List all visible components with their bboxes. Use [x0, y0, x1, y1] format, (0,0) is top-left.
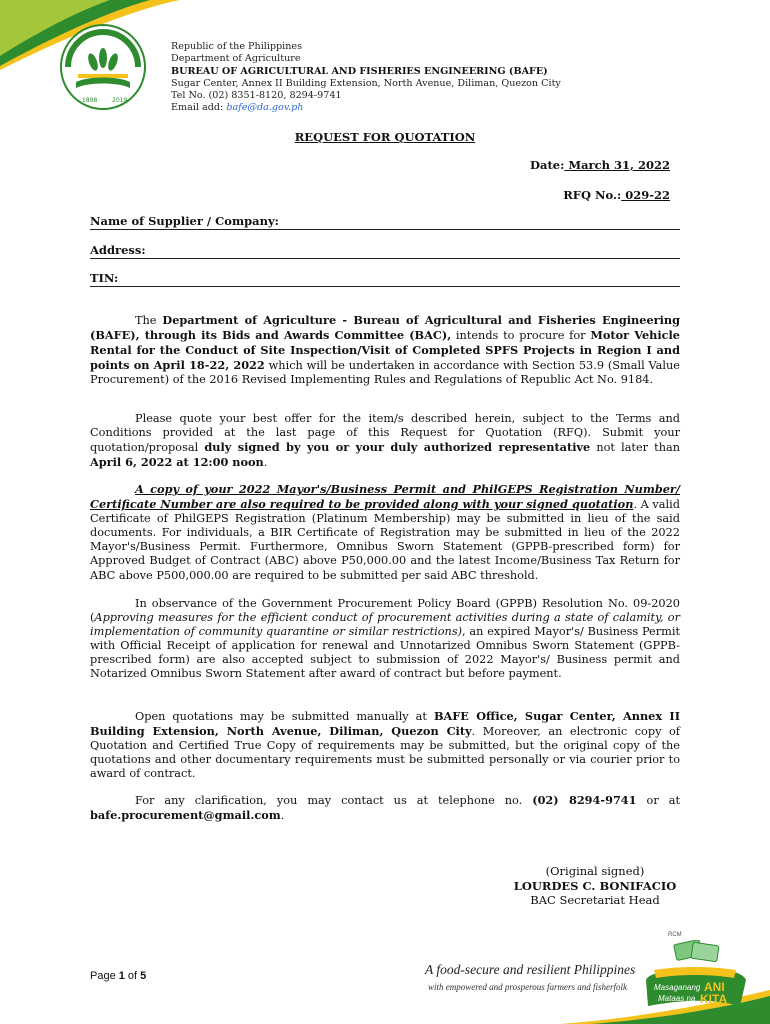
rfq-value: 029-22	[621, 188, 670, 202]
p6-text-c: or at	[636, 794, 680, 807]
page-number	[90, 970, 146, 982]
tin-field[interactable]	[90, 271, 680, 287]
p1-text-e: which will be undertaken in accordance with Section 53.9 (Small Value Procurement) of the 2016 Revised Implementing Rules and Regulations of Republic Act No. 9184.	[90, 359, 680, 387]
paragraph-contact	[90, 793, 680, 823]
p2-text-a: Please quote your best offer for the item/s described herein, subject to the Terms and Conditions provided at the last page of this Request for Quotation (RFQ). Submit your quotation/proposal	[90, 412, 680, 455]
address-label: Address:	[90, 243, 146, 257]
rcm-mark: RCM	[668, 932, 682, 938]
paragraph-gppb	[90, 597, 680, 682]
signature-note: (Original signed)	[545, 864, 645, 878]
footer-tagline: A food-secure and resilient Philippines	[425, 962, 636, 977]
letterhead-department: Department of Agriculture	[171, 53, 301, 65]
p2-text-c: not later than	[590, 441, 680, 455]
letterhead-republic: Republic of the Philippines	[171, 41, 303, 52]
ani-kita-logo	[640, 940, 750, 1012]
date-line	[530, 158, 670, 172]
p2-text-e: .	[263, 456, 268, 470]
p5-text-c: . Moreover, an electronic copy of Quotation and Certified True Copy of requirements may be submitted, but the original copy of the quotations and other documentary requirements must be submitted personally or via courier prior to award of contract.	[90, 725, 680, 781]
page-prefix: Page	[90, 970, 119, 982]
logo-text-kita: KITA	[700, 992, 728, 1006]
p1-text-c: intends to procure for	[451, 329, 591, 343]
letterhead-tel: Tel No. (02) 8351-8120, 8294-9741	[171, 90, 342, 102]
p6-bold-phone: (02) 8294-9741	[532, 793, 637, 807]
rfq-label: RFQ No.:	[563, 188, 622, 202]
procurement-email[interactable]: bafe.procurement@gmail.com	[90, 808, 281, 823]
letterhead	[171, 41, 561, 115]
seal-year-right: 2019	[112, 97, 128, 104]
p4-text-a: In observance of the Government Procurement Policy Board (GPPB) Resolution No. 09-2020 (	[90, 597, 680, 625]
letterhead-bureau: BUREAU OF AGRICULTURAL AND FISHERIES ENGINEERING (BAFE)	[171, 65, 548, 77]
signatory-position: BAC Secretariat Head	[530, 893, 660, 907]
page-total: 5	[140, 970, 147, 982]
p1-text-a: The	[135, 314, 163, 327]
rfq-line	[563, 188, 670, 202]
date-label: Date:	[530, 158, 565, 172]
signatory-name: LOURDES C. BONIFACIO	[513, 878, 677, 893]
p1-bold-agency: Department of Agriculture - Bureau of Agricultural and Fisheries Engineering (BAFE), through its Bids and Awards Committee (BAC),	[90, 313, 681, 343]
paragraph-submission	[90, 709, 680, 781]
p4-text-c: , an expired Mayor's/ Business Permit with Official Receipt of application for renewal and Unnotarized Omnibus Sworn Statement (GPPB-prescribed form) are also accepted subject to submission of 2022 Mayor's/ Business permit and Notarized Omnibus Sworn Statement after award of contract but before payment.	[90, 625, 680, 681]
signature-block	[500, 864, 690, 908]
footer-tagline-sub: with empowered and prosperous farmers and fisherfolk	[428, 982, 627, 992]
p3-text-b: . A valid Certificate of PhilGEPS Registration (Platinum Membership) may be submitted in lieu of the said documents. For individuals, a BIR Certificate of Registration may be submitted in lieu of the 2022 Mayor's/Business Permit. Furthermore, Omnibus Sworn Statement (GPPB-prescribed form) for Approved Budget of Contract (ABC) above P50,000.00 and the latest Income/Business Tax Return for ABC above P500,000.00 are required to be submitted per said ABC threshold.	[90, 498, 681, 582]
date-value: March 31, 2022	[564, 158, 670, 172]
p5-bold-office: BAFE Office, Sugar Center, Annex II Building Extension, North Avenue, Diliman, Quezon City	[90, 709, 680, 739]
letterhead-address: Sugar Center, Annex II Building Extension, North Avenue, Diliman, Quezon City	[171, 77, 561, 89]
p6-text-a: For any clarification, you may contact us at telephone no.	[135, 794, 533, 807]
address-field[interactable]	[90, 243, 680, 259]
tin-label: TIN:	[90, 271, 119, 285]
paragraph-quote-offer	[90, 412, 680, 470]
supplier-field[interactable]	[90, 214, 680, 230]
p2-bold-deadline: April 6, 2022 at 12:00 noon	[90, 455, 264, 470]
p1-bold-project: Motor Vehicle Rental for the Conduct of Site Inspection/Visit of Completed SPFS Projects in Region I and points on April 18-22, 2022	[90, 328, 680, 373]
p3-bold-requirement: A copy of your 2022 Mayor's/Business Permit and PhilGEPS Registration Number/ Certificate Number are also required to be provided along with your signed quotation	[90, 482, 680, 512]
p2-bold-signed: duly signed by you or your duly authorized representative	[204, 440, 591, 455]
page-current: 1	[118, 970, 125, 982]
paragraph-requirements	[90, 482, 680, 583]
p4-italic-resolution: Approving measures for the efficient conduct of procurement activities during a state of calamity, or implementation of community quarantine or similar restrictions)	[90, 611, 680, 639]
bills-icon	[674, 940, 719, 962]
seal-year-left: 1898	[82, 97, 98, 104]
p6-text-e: .	[280, 809, 285, 823]
page-of: of	[124, 970, 141, 982]
department-seal-logo	[48, 22, 158, 112]
supplier-label: Name of Supplier / Company:	[90, 214, 279, 228]
logo-text-mataas: Mataas na	[658, 994, 696, 1003]
logo-text-masaganang: Masaganang	[654, 983, 701, 992]
p5-text-a: Open quotations may be submitted manually at	[135, 710, 434, 723]
letterhead-email-row	[171, 102, 561, 114]
email-link[interactable]: bafe@da.gov.ph	[226, 102, 304, 114]
email-label: Email add:	[171, 102, 224, 114]
document-title: REQUEST FOR QUOTATION	[294, 130, 476, 144]
paragraph-intro	[90, 313, 680, 387]
logo-text-ani: ANI	[704, 980, 725, 994]
